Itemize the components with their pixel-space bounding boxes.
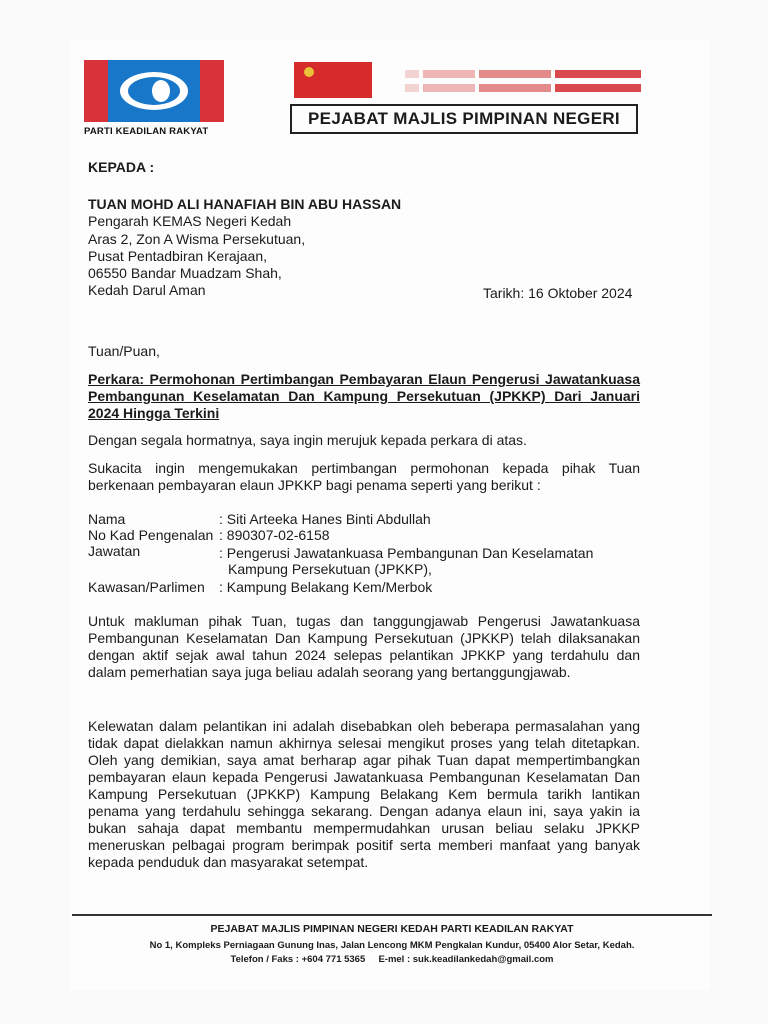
detail-value: Kampung Persekutuan (JPKKP), [228,561,432,577]
salutation: Tuan/Puan, [88,343,160,359]
stripe [555,84,641,92]
footer-contact: Telefon / Faks : +604 771 5365 E-mel : suk.keadilankedah@gmail.com [230,954,554,965]
detail-value: : Pengerusi Jawatankuasa Pembangunan Dan Keselamatan [219,545,594,561]
stripe [555,70,641,78]
paragraph-2: Untuk makluman pihak Tuan, tugas dan tanggungjawab Pengerusi Jawatankuasa Pembangunan Keselamatan Dan Kampung Persekutuan (JPKKP) telah dilaksanakan dengan aktif sejak awal tahun 2024 selepas pelantikan JPKKP yang terdahulu dan dalam pemerhatian saya juga beliau adalah seorang yang bertanggungjawab. [88,613,640,680]
paragraph-1: Sukacita ingin mengemukakan pertimbangan permohonan kepada pihak Tuan berkenaan pembayaran elaun JPKKP bagi penama seperti yang berikut : [88,460,640,493]
stripe [405,84,419,92]
footer-office: PEJABAT MAJLIS PIMPINAN NEGERI KEDAH PARTI KEADILAN RAKYAT [210,923,574,935]
stripe [423,84,475,92]
recipient-line: Aras 2, Zon A Wisma Persekutuan, [88,231,306,247]
detail-label: Kawasan/Parlimen [88,579,205,595]
recipient-name: TUAN MOHD ALI HANAFIAH BIN ABU HASSAN [88,196,402,212]
recipient-line: 06550 Bandar Muadzam Shah, [88,265,282,281]
office-title: PEJABAT MAJLIS PIMPINAN NEGERI [290,104,638,134]
logo-oval-eye [152,80,170,102]
to-label: KEPADA : [88,159,155,175]
header-stripes [405,66,641,98]
stripe [405,70,419,78]
stripe [423,70,475,78]
recipient-line: Pusat Pentadbiran Kerajaan, [88,248,268,264]
detail-value: : Kampung Belakang Kem/Merbok [219,579,433,595]
paragraph-3: Kelewatan dalam pelantikan ini adalah disebabkan oleh beberapa permasalahan yang tidak dapat dielakkan namun akhirnya selesai mengikut proses yang telah ditetapkan. Oleh yang demikian, saya amat berharap agar pihak Tuan dapat mempertimbangkan pembayaran elaun kepada Pengerusi Jawatankuasa Pembangunan Keselamatan Dan Kampung Persekutuan (JPKKP) Kampung Belakang Kem bermula tarikh lantikan penama yang terdahulu sehingga sekarang. Dengan adanya elaun ini, saya yakin ia bukan sahaja dapat membantu mempermudahkan urusan beliau selaku JPKKP meneruskan pelbagai program berimpak positif serta memberi manfaat yang banyak kepada penduduk dan masyarakat setempat. [88,718,640,870]
recipient-line: Kedah Darul Aman [88,282,206,298]
detail-label: Jawatan [88,543,141,559]
stripe [479,84,551,92]
party-name: PARTI KEADILAN RAKYAT [84,126,209,137]
flag-emblem-icon [304,67,314,77]
detail-value: : 890307-02-6158 [219,527,330,543]
detail-label: No Kad Pengenalan [88,527,214,543]
footer-divider [72,914,712,916]
letter-date: Tarikh: 16 Oktober 2024 [483,285,633,301]
detail-value: : Siti Arteeka Hanes Binti Abdullah [219,511,431,527]
state-flag-icon [294,62,372,98]
stripe [479,70,551,78]
subject-line: Perkara: Permohonan Pertimbangan Pembayaran Elaun Pengerusi Jawatankuasa Pembangunan Keselamatan Dan Kampung Persekutuan (JPKKP) Dari Januari 2024 Hingga Terkini [88,371,640,421]
footer-address: No 1, Kompleks Perniagaan Gunung Inas, Jalan Lencong MKM Pengkalan Kundur, 05400 Alor Setar, Kedah. [149,940,635,951]
intro-text: Dengan segala hormatnya, saya ingin merujuk kepada perkara di atas. [88,432,527,448]
recipient-line: Pengarah KEMAS Negeri Kedah [88,213,292,229]
party-logo [84,60,224,122]
logo-blue-field [108,60,200,122]
detail-label: Nama [88,511,126,527]
